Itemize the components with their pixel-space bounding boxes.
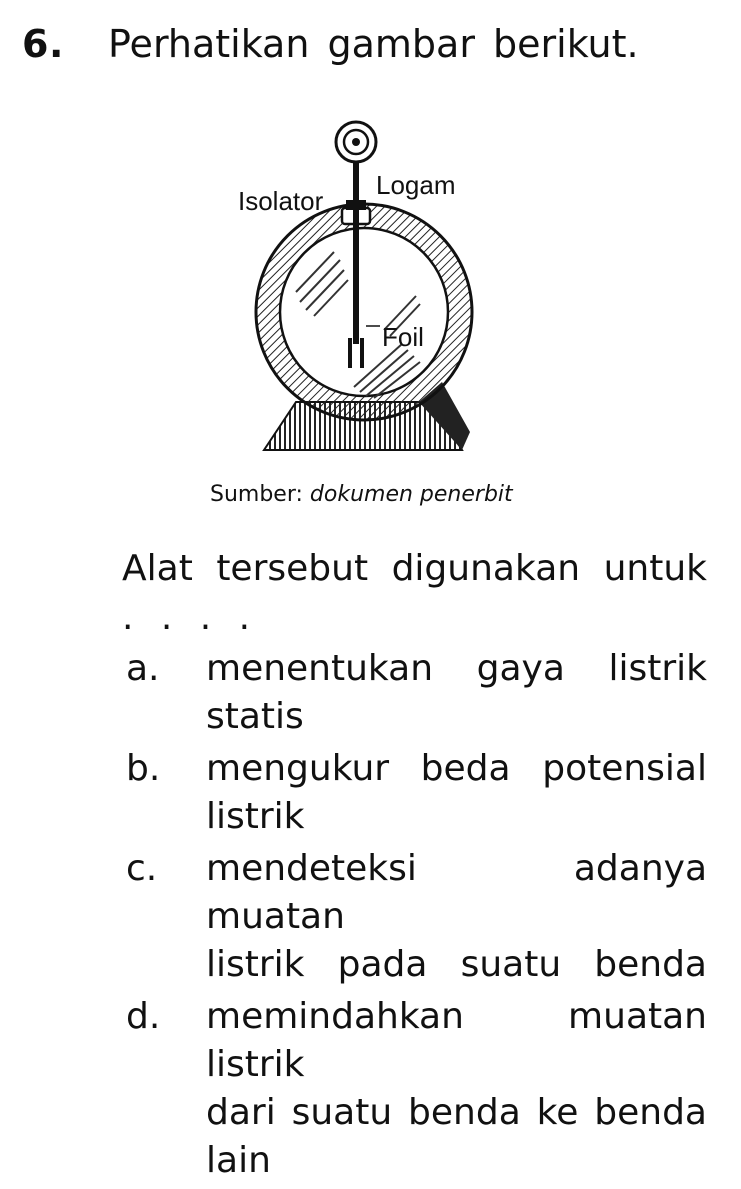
- option-text: [206, 993, 707, 1185]
- caption-prefix: Sumber:: [210, 482, 303, 507]
- label-foil: Foil: [382, 322, 424, 352]
- option-letter: c.: [126, 848, 158, 889]
- electroscope-illustration: [224, 112, 524, 477]
- option-text: [206, 845, 707, 989]
- option-line: listrik pada suatu benda: [206, 944, 707, 985]
- option-b[interactable]: [122, 745, 707, 841]
- caption-source: dokumen penerbit: [309, 482, 513, 507]
- option-text: [206, 645, 707, 741]
- question-dots: . . . .: [122, 597, 259, 638]
- label-logam: Logam: [376, 170, 456, 200]
- electroscope-figure: [224, 112, 524, 477]
- label-isolator: Isolator: [238, 186, 324, 216]
- option-line: lain: [206, 1140, 271, 1181]
- question-title: Perhatikan gambar berikut.: [108, 22, 639, 66]
- option-letter: d.: [126, 996, 161, 1037]
- option-line: statis: [206, 696, 304, 737]
- option-line: listrik: [206, 796, 305, 837]
- option-line: mengukur beda potensial: [206, 748, 707, 789]
- answer-options: [122, 645, 707, 1189]
- question-stem: Alat tersebut digunakan untuk: [122, 548, 707, 589]
- question-number: 6.: [22, 22, 64, 66]
- option-line: mendeteksi adanya muatan: [206, 848, 707, 937]
- option-letter: b.: [126, 748, 161, 789]
- option-d[interactable]: [122, 993, 707, 1185]
- option-text: [206, 745, 707, 841]
- figure-caption: [210, 482, 513, 507]
- option-c[interactable]: [122, 845, 707, 989]
- option-line: dari suatu benda ke benda: [206, 1092, 707, 1133]
- option-line: memindahkan muatan listrik: [206, 996, 707, 1085]
- option-line: menentukan gaya listrik: [206, 648, 707, 689]
- option-a[interactable]: [122, 645, 707, 741]
- option-letter: a.: [126, 648, 160, 689]
